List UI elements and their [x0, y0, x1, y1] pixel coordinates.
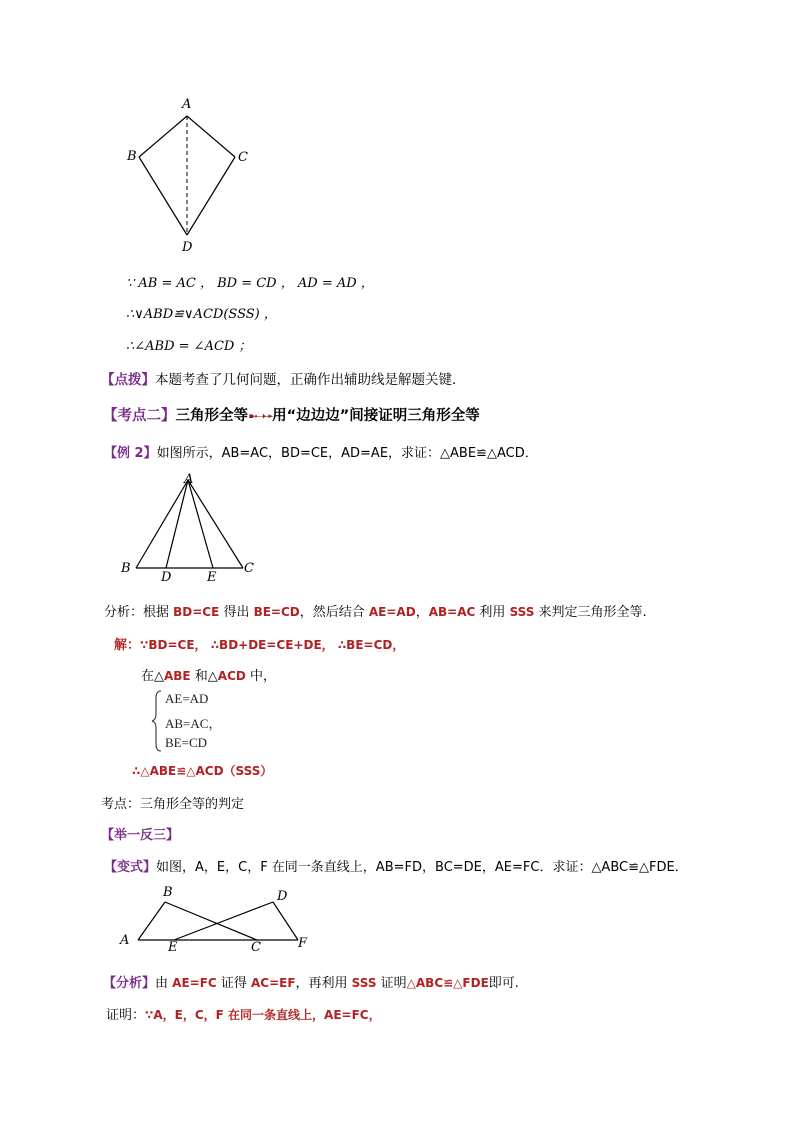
segment-AB — [139, 116, 187, 157]
double-arrow-icon: ➼➝➛ — [248, 409, 273, 423]
segment-AC — [187, 116, 235, 157]
analysis2-t5: 利用 — [475, 605, 510, 620]
segment-CD — [187, 157, 235, 235]
analysis3-h4: △ABC≌△FDE — [406, 976, 489, 990]
analysis2-t1: 分析：根据 — [104, 605, 174, 620]
analysis3-t2: 证得 — [216, 976, 251, 991]
section2-tag: 【考点二】 — [103, 408, 176, 424]
fig2-label-C: C — [244, 561, 254, 576]
left-brace — [152, 690, 164, 752]
fig2-label-D: D — [161, 570, 172, 585]
segment-ED — [174, 902, 273, 940]
fig3-label-E: E — [168, 940, 178, 955]
fig3-label-D: D — [277, 889, 288, 904]
proof3-line — [106, 1004, 381, 1023]
fig1-label-A: A — [182, 97, 192, 112]
fig1-label-B: B — [127, 149, 137, 164]
fig3-label-A: A — [120, 933, 130, 948]
section2-title-a: 三角形全等 — [175, 408, 248, 424]
solution2-conclusion: ∴△ABE≌△ACD（SSS） — [132, 764, 273, 778]
solution2-line2-b: ABE — [164, 669, 191, 683]
analysis2-t6: 来判定三角形全等. — [534, 605, 647, 620]
triangle-figure — [118, 470, 258, 585]
fig1-label-C: C — [238, 150, 248, 165]
analysis2-t3: ，然后结合 — [299, 605, 369, 620]
tip-paragraph — [101, 368, 466, 388]
tip-text: 本题考查了几何问题，正确作出辅助线是解题关键． — [155, 372, 466, 388]
solution2-line2 — [141, 665, 276, 684]
analysis2-h3: AE=AD — [368, 605, 416, 619]
solution2-label: 解： — [114, 638, 141, 653]
variant-text: 如图，A，E，C，F 在同一条直线上，AB=FD，BC=DE，AE=FC．求证：△ABC≌△FDE． — [156, 860, 688, 875]
kite-figure — [120, 95, 260, 260]
fig2-label-B: B — [121, 561, 131, 576]
analysis3-t3: ，再利用 — [295, 976, 352, 991]
fig2-label-E: E — [207, 570, 217, 585]
fig3-label-F: F — [298, 936, 308, 951]
proof3-text: ∵A，E，C，F 在同一条直线上，AE=FC， — [145, 1008, 381, 1022]
analysis2-h4: AB=AC — [428, 605, 476, 619]
analysis2-paragraph — [104, 601, 647, 620]
analysis3-h1: AE=FC — [172, 976, 217, 990]
analysis3-tag: 【分析】 — [103, 976, 156, 991]
analysis2-t2: 得出 — [219, 605, 254, 620]
proof1-line3: ∴∠ABD = ∠ACD ； — [126, 339, 252, 354]
analysis2-h2: BE=CD — [253, 605, 300, 619]
analysis3-t1: 由 — [155, 976, 173, 991]
tip-tag: 【点拨】 — [101, 372, 155, 388]
segment-AB — [138, 902, 165, 940]
proof3-label: 证明： — [106, 1008, 146, 1023]
analysis2-h1: BD=CE — [173, 605, 220, 619]
variant-paragraph — [104, 856, 688, 875]
solution2-line2-c: 和△ — [190, 669, 218, 684]
analysis3-h2: AC=EF — [250, 976, 296, 990]
example2-tag: 【例 2】 — [104, 446, 157, 461]
section2-heading — [103, 404, 480, 425]
analysis3-t4: 证明 — [376, 976, 407, 991]
proof1-line1: ∵ AB = AC ， BD = CD ， AD = AD ， — [126, 276, 374, 291]
solution2-line2-e: 中， — [245, 669, 276, 684]
segment-AC — [188, 480, 243, 568]
fig3-label-C: C — [251, 940, 261, 955]
segment-AD — [166, 480, 188, 568]
juyi-heading: 【举一反三】 — [101, 828, 180, 843]
system-eq2: AB=AC， — [165, 716, 222, 731]
segment-AE — [188, 480, 213, 568]
system-eq3: BE=CD — [165, 735, 208, 750]
fig3-label-B: B — [163, 885, 173, 900]
segment-BC — [165, 902, 257, 940]
example2-paragraph — [104, 442, 538, 461]
analysis3-t5: 即可. — [488, 976, 519, 991]
fig2-label-A: A — [184, 472, 194, 487]
segment-AB — [136, 480, 188, 568]
analysis2-h5: SSS — [509, 605, 535, 619]
fig1-label-D: D — [182, 240, 193, 255]
solution2-line1 — [114, 634, 404, 653]
analysis3-paragraph — [103, 972, 519, 991]
variant-tag: 【变式】 — [104, 860, 157, 875]
segment-BD — [139, 157, 187, 235]
analysis3-h3: SSS — [351, 976, 377, 990]
analysis2-t4: ， — [415, 605, 429, 620]
system-eq1: AE=AD — [165, 691, 209, 706]
solution2-line2-d: ACD — [217, 669, 246, 683]
kaodian-line: 考点：三角形全等的判定 — [101, 797, 245, 812]
example2-text: 如图所示，AB=AC，BD=CE，AD=AE，求证：△ABE≌△ACD． — [156, 446, 538, 461]
proof1-line2: ∴∨ABD≌∨ACD(SSS) ， — [126, 307, 277, 322]
solution2-line1-text: ∵BD=CE， ∴BD+DE=CE+DE， ∴BE=CD， — [140, 638, 405, 652]
segment-DF — [273, 902, 298, 940]
solution2-line2-a: 在△ — [141, 669, 164, 684]
section2-title-b: 用“边边边”间接证明三角形全等 — [272, 408, 480, 424]
